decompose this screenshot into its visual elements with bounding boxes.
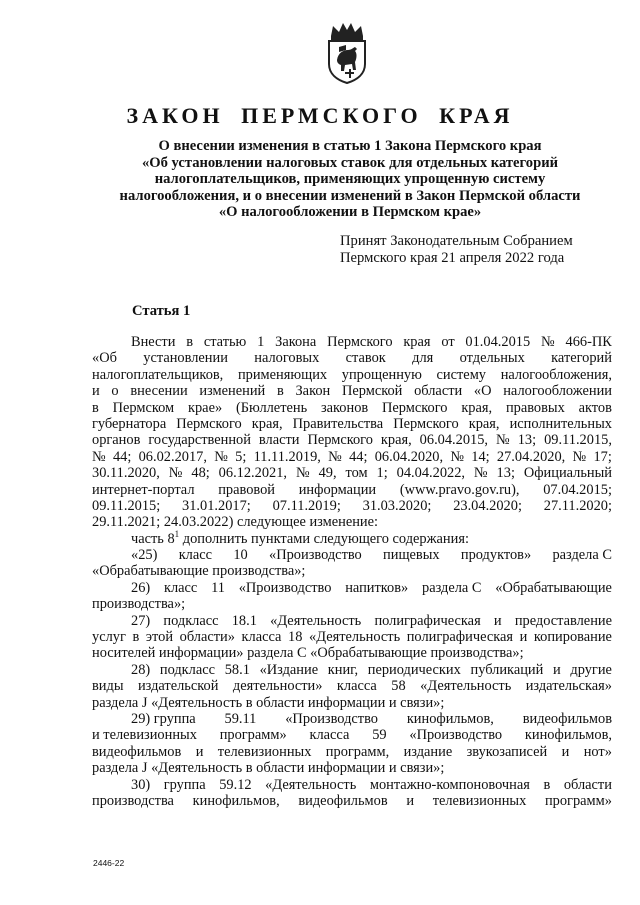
body-word: 06.04.2015, [419, 432, 489, 449]
body-line [92, 547, 612, 563]
body-word: для [412, 350, 434, 367]
body-word: подкласс [163, 612, 219, 629]
body-word: категорий [551, 350, 612, 367]
body-line [92, 350, 612, 366]
body-word: правовых [505, 399, 565, 416]
body-word: деятельности» [232, 678, 323, 695]
body-word: программ, [325, 743, 390, 760]
body-word: 06.02.2017, [138, 448, 207, 465]
body-line [92, 596, 612, 612]
body-word: о [111, 383, 119, 400]
body-word: Закон [295, 383, 331, 400]
body-word: и [493, 612, 502, 629]
body-word: края, [468, 415, 500, 432]
body-word: ставок [345, 350, 386, 367]
body-word: № [168, 465, 183, 482]
perm-krai-coat-of-arms-icon [323, 20, 371, 84]
body-word: телевизионных [432, 792, 527, 809]
body-word: и [519, 629, 528, 646]
body-word: 59.12 [219, 776, 252, 793]
body-word: виды [92, 678, 124, 695]
body-word: № [572, 448, 587, 465]
body-word: Пермской [341, 383, 403, 400]
body-word: «Деятельность [420, 678, 512, 695]
document-code: 2446-22 [93, 858, 125, 868]
article-body [92, 334, 612, 809]
body-word: группа [163, 776, 206, 793]
body-word: упрощенную [341, 366, 422, 383]
body-word: № [328, 448, 342, 465]
body-word: Закона [275, 334, 317, 350]
body-word: отдельных [459, 350, 525, 367]
body-word: № [295, 465, 310, 482]
body-word: издание [403, 743, 453, 760]
body-word: и [195, 743, 204, 760]
body-word: видеофильмов [298, 792, 388, 809]
body-word: № [214, 448, 228, 465]
body-word: налоговых [254, 350, 320, 367]
body-word: 59 [372, 727, 387, 744]
body-line [92, 416, 612, 432]
body-text: производства»; [92, 596, 186, 613]
article-heading: Статья 1 [132, 303, 191, 319]
body-word: 18 [288, 629, 303, 646]
body-word: 44; [349, 448, 368, 465]
body-word: в [132, 629, 140, 646]
adoption-note [340, 233, 573, 267]
body-word: класс [163, 579, 198, 596]
body-text: раздела J «Деятельность в области информации и связи»; [92, 760, 445, 777]
body-word: края [403, 334, 431, 350]
superscript: 1 [174, 528, 180, 539]
body-word: 466-ПК [565, 334, 612, 350]
body-line [92, 793, 612, 809]
body-word: этой [145, 629, 174, 646]
body-word: крае» [188, 399, 223, 416]
body-word: и [553, 661, 561, 678]
body-word: изменений [199, 383, 266, 400]
body-text: 29.11.2021; 24.03.2022) следующее изменение: [92, 514, 379, 531]
body-word: звукозаписей [466, 743, 548, 760]
body-word: налогоплательщиков, [92, 366, 224, 383]
body-word: кинофильмов, [192, 792, 280, 809]
body-word: «Деятельность [309, 629, 401, 646]
body-word: услуг [92, 629, 126, 646]
body-word: правовой [218, 481, 276, 498]
body-word: Правительства [292, 415, 384, 432]
law-subject-line: налогообложения, и о внесении изменений в Закон Пермской области [119, 187, 581, 204]
adoption-line: Принят Законодательным Собранием [340, 233, 573, 249]
body-word: «Производство [285, 710, 378, 727]
body-word: полиграфическая [374, 612, 481, 629]
body-word: и телевизионных [92, 727, 197, 744]
body-word: актов [578, 399, 612, 416]
law-subject-line: «Об установлении налоговых ставок для отдельных категорий [141, 154, 559, 171]
body-word: 11 [211, 579, 225, 596]
body-word: области [563, 776, 612, 793]
body-word: пищевых [383, 547, 440, 564]
body-word: 06.04.2020, [374, 448, 444, 465]
law-subject-line: О внесении изменения в статью 1 Закона Пермского края [158, 138, 542, 154]
body-word: Официальный [523, 465, 612, 482]
body-text-part: часть 8 [131, 530, 175, 547]
body-word: 18.1 [231, 612, 257, 629]
body-word: «Издание [259, 661, 319, 678]
body-word: монтажно-компоновочная [369, 776, 530, 793]
body-word: 1 [257, 334, 265, 350]
body-word: и [92, 383, 100, 400]
body-word: Пермского [327, 334, 393, 350]
body-word: 30.11.2020, [92, 465, 160, 482]
body-word: продуктов» [460, 547, 532, 564]
body-word: периодических [367, 661, 461, 678]
body-word: 49, [318, 465, 337, 482]
body-word: Пермского [176, 415, 242, 432]
body-text: носителей информации» раздела С «Обрабатывающие производства»; [92, 645, 524, 662]
body-word: класса [241, 629, 282, 646]
body-word: в [276, 383, 284, 400]
body-word: исполнительных [509, 415, 612, 432]
body-word: телевизионных [217, 743, 312, 760]
body-word: № [540, 334, 555, 350]
body-word: от [441, 334, 455, 350]
body-word: класс [178, 547, 213, 564]
body-word: 07.11.2019; [272, 497, 341, 514]
body-word: интернет-портал [92, 481, 195, 498]
body-line [92, 432, 612, 448]
body-word: и [406, 792, 415, 809]
body-word: 10 [233, 547, 248, 564]
body-word: «О [473, 383, 492, 400]
law-subject-line: налогоплательщиков, применяющих упрощенную систему [154, 171, 546, 188]
body-word: 09.11.2015, [544, 432, 612, 449]
body-line [92, 744, 612, 760]
body-word: 28) [131, 661, 151, 678]
body-word: Пермском [112, 399, 175, 416]
body-word: статью [203, 334, 247, 350]
body-line [92, 727, 612, 743]
body-word: Пермского [393, 415, 459, 432]
body-word: «Производство [409, 727, 503, 744]
body-word: кинофильмов, [406, 710, 494, 727]
body-word: 59.11 [224, 710, 257, 727]
body-word: губернатора [92, 415, 167, 432]
body-line [92, 711, 612, 727]
body-word: налогообложения, [500, 366, 612, 383]
body-word: видеофильмов [92, 743, 182, 760]
body-word: 5; [235, 448, 247, 465]
body-line [92, 528, 612, 547]
body-word: «25) [131, 547, 158, 564]
body-line [92, 629, 612, 645]
body-word: 31.01.2017; [182, 497, 251, 514]
body-text-part: дополнить пунктами следующего содержания: [179, 530, 469, 547]
body-word: 1; [376, 465, 388, 482]
body-word: 26) [131, 579, 151, 596]
body-word: публикаций [470, 661, 544, 678]
adoption-line: Пермского края 21 апреля 2022 года [340, 250, 565, 266]
law-title: ЗАКОН ПЕРМСКОГО КРАЯ [126, 103, 514, 128]
law-subject [60, 138, 640, 221]
body-word: том [345, 465, 368, 482]
body-word: 13; [496, 465, 515, 482]
body-word: (Бюллетень [236, 399, 308, 416]
body-word: 29) группа [131, 710, 196, 727]
body-word: области [414, 383, 463, 400]
law-subject-line: «О налогообложении в Пермском крае» [218, 204, 482, 221]
body-word: копирование [533, 629, 612, 646]
body-word: 27.11.2020; [543, 497, 612, 514]
body-word: 23.04.2020; [453, 497, 522, 514]
body-line [92, 695, 612, 711]
body-word: 58 [391, 678, 406, 695]
body-text: раздела J «Деятельность в области информации и связи»; [92, 694, 445, 711]
body-word: класса [309, 727, 350, 744]
body-word: государственной [148, 432, 251, 449]
body-word: края, [461, 399, 493, 416]
body-word: законов [320, 399, 369, 416]
body-word: установлении [143, 350, 228, 367]
body-word: в [186, 334, 194, 350]
body-word: раздела С [552, 547, 612, 564]
body-line [92, 400, 612, 416]
body-line [92, 367, 612, 383]
body-word: и [561, 743, 570, 760]
body-word: производства [92, 792, 174, 809]
body-word: области» [179, 629, 235, 646]
body-word: 04.04.2022, [396, 465, 465, 482]
body-word: издательская» [525, 678, 612, 695]
body-word: 31.03.2020; [362, 497, 432, 514]
body-word: № [473, 465, 488, 482]
body-word: нот» [583, 743, 612, 760]
body-line [92, 613, 612, 629]
body-line [92, 645, 612, 661]
body-word: видеофильмов [522, 710, 612, 727]
body-line [92, 449, 612, 465]
body-line [92, 678, 612, 694]
body-word: в [92, 399, 99, 416]
body-word: класса [336, 678, 377, 695]
body-word: в [543, 776, 551, 793]
body-word: 27.04.2020, [496, 448, 566, 465]
body-word: раздела С [422, 579, 482, 596]
body-word: края, [251, 415, 283, 432]
body-word: 11.11.2019, [253, 448, 321, 465]
body-text [131, 528, 469, 547]
body-word: «Производство [269, 547, 362, 564]
body-word: 14; [471, 448, 490, 465]
body-word: 06.12.2021, [218, 465, 288, 482]
body-line [92, 662, 612, 678]
body-line [92, 465, 612, 481]
body-word: подкласс [159, 661, 216, 678]
body-word: «Об [92, 350, 117, 367]
body-line [92, 334, 612, 350]
body-line [92, 580, 612, 596]
body-word: напитков» [345, 579, 409, 596]
body-line [92, 514, 612, 530]
body-word: «Деятельность [265, 776, 357, 793]
body-word: № [496, 432, 510, 449]
body-word: применяющих [237, 366, 328, 383]
body-word: власти [258, 432, 300, 449]
body-line [92, 760, 612, 776]
body-word: полиграфическая [406, 629, 513, 646]
body-word: Пермского [382, 399, 448, 416]
body-line [92, 482, 612, 498]
body-word: 07.04.2015; [543, 481, 612, 498]
body-word: налогообложении [503, 383, 612, 400]
body-word: другие [570, 661, 612, 678]
body-word: 58.1 [224, 661, 250, 678]
body-word: 13; [517, 432, 537, 449]
body-line [92, 383, 612, 399]
body-word: издательской [137, 678, 219, 695]
body-word: информации [298, 481, 377, 498]
body-word: 48; [191, 465, 210, 482]
body-word: «Деятельность [270, 612, 362, 629]
body-word: систему [436, 366, 487, 383]
body-word: 27) [131, 612, 151, 629]
body-line [92, 563, 612, 579]
body-word: 30) [131, 776, 151, 793]
body-word: 44; [112, 448, 132, 465]
body-word: (www.pravo.gov.ru), [399, 481, 520, 498]
body-line [92, 498, 612, 514]
body-word: Внести [131, 334, 176, 350]
body-word: 17; [593, 448, 612, 465]
body-text: «Обрабатывающие производства»; [92, 563, 306, 580]
body-word: 01.04.2015 [465, 334, 531, 350]
body-word: программ» [219, 727, 287, 744]
body-word: предоставление [514, 612, 612, 629]
body-word: «Производство [238, 579, 332, 596]
body-word: внесении [130, 383, 188, 400]
body-word: книг, [327, 661, 359, 678]
body-word: программ» [544, 792, 612, 809]
body-word: № [450, 448, 465, 465]
body-word: Пермского [307, 432, 373, 449]
body-word: «Обрабатывающие [495, 579, 612, 596]
body-word: № [92, 448, 106, 465]
body-word: органов [92, 432, 141, 449]
body-word: края, [380, 432, 412, 449]
body-line [92, 777, 612, 793]
body-word: 09.11.2015; [92, 497, 161, 514]
body-word: кинофильмов, [524, 727, 612, 744]
